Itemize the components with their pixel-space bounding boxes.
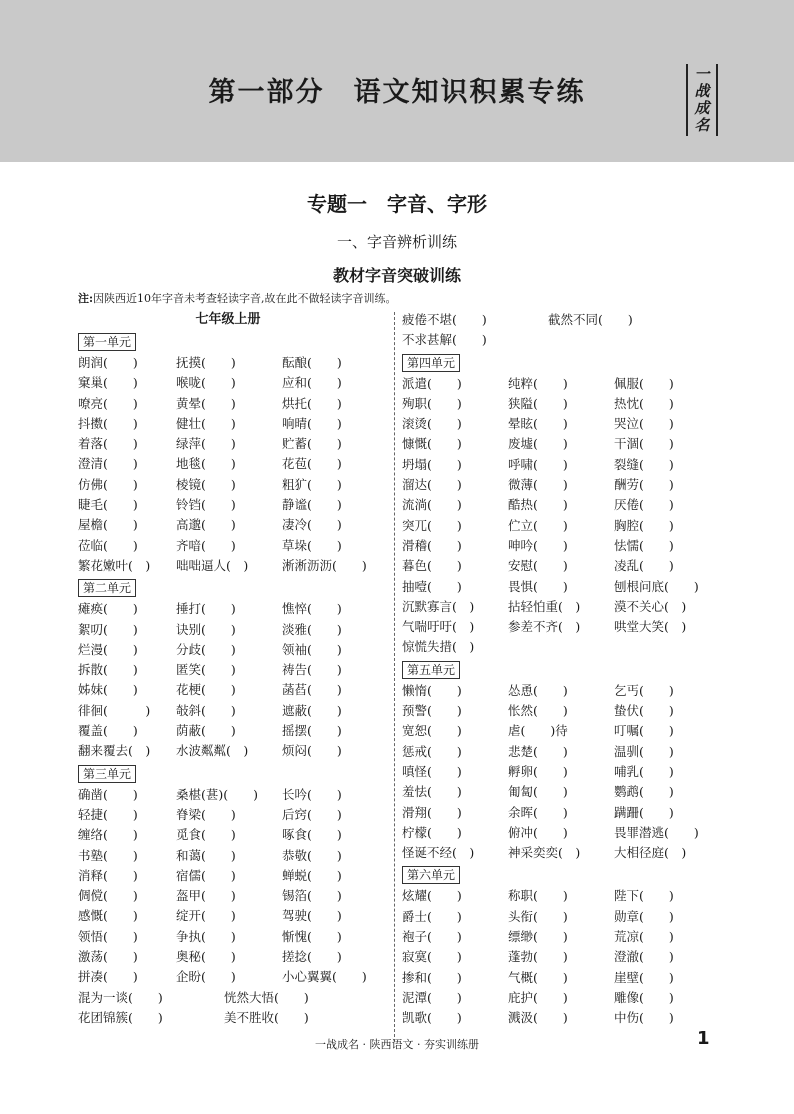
word-item: 澄清( ) <box>78 456 138 472</box>
word-item: 黄晕( ) <box>176 395 236 411</box>
word-item: 粗犷( ) <box>282 476 342 492</box>
word-item: 翻来覆去( ) <box>78 743 151 759</box>
word-item: 孵卵( ) <box>508 763 568 779</box>
unit-label: 第四单元 <box>402 354 460 372</box>
word-row <box>402 988 732 1008</box>
word-item: 覆盖( ) <box>78 723 138 739</box>
left-column <box>78 310 388 1028</box>
word-item: 派遣( ) <box>402 375 462 391</box>
word-row <box>402 310 732 330</box>
word-row <box>402 495 732 515</box>
word-row <box>78 620 388 640</box>
word-row <box>402 414 732 434</box>
grade-title: 七年级上册 <box>195 312 261 327</box>
word-item: 温驯( ) <box>614 743 674 759</box>
word-row <box>402 968 732 988</box>
word-row <box>78 886 388 906</box>
word-row <box>402 394 732 414</box>
word-item: 荫蔽( ) <box>176 723 236 739</box>
word-item: 截然不同( ) <box>548 312 633 327</box>
word-item: 泥潭( ) <box>402 989 462 1005</box>
word-row <box>78 967 388 987</box>
brand-logo <box>686 64 718 136</box>
word-item: 余晖( ) <box>508 804 568 820</box>
word-item: 睫毛( ) <box>78 497 138 513</box>
word-item: 哄堂大笑( ) <box>614 619 687 635</box>
word-item: 缠络( ) <box>78 827 138 843</box>
word-item: 贮蓄( ) <box>282 436 342 452</box>
word-row <box>78 515 388 535</box>
word-item: 搓捻( ) <box>282 949 342 965</box>
word-item: 高邈( ) <box>176 517 236 533</box>
logo-char: 战 <box>694 82 710 100</box>
word-item: 嗔怪( ) <box>402 763 462 779</box>
word-item: 参差不齐( ) <box>508 619 581 635</box>
word-item: 祷告( ) <box>282 662 342 678</box>
word-item: 大相径庭( ) <box>614 845 687 861</box>
note <box>78 290 397 306</box>
word-item: 殉职( ) <box>402 395 462 411</box>
word-item: 沉默寡言( ) <box>402 598 475 614</box>
word-row <box>402 516 732 536</box>
word-item: 寂寞( ) <box>402 949 462 965</box>
word-item: 滑翔( ) <box>402 804 462 820</box>
word-item: 澄澈( ) <box>614 949 674 965</box>
word-row <box>402 803 732 823</box>
word-row <box>402 886 732 906</box>
word-item: 摇摆( ) <box>282 723 342 739</box>
word-item: 觅食( ) <box>176 827 236 843</box>
word-item: 水波粼粼( ) <box>176 743 249 759</box>
page-number: 1 <box>697 1028 710 1049</box>
word-row <box>78 741 388 761</box>
word-item: 暮色( ) <box>402 558 462 574</box>
word-item: 气喘吁吁( ) <box>402 619 475 635</box>
word-item: 美不胜收( ) <box>224 1009 309 1025</box>
word-item: 仿佛( ) <box>78 476 138 492</box>
word-row <box>78 394 388 414</box>
word-item: 哺乳( ) <box>614 763 674 779</box>
word-row <box>78 680 388 700</box>
word-item: 抚摸( ) <box>176 355 236 370</box>
word-row <box>402 577 732 597</box>
word-item: 后窍( ) <box>282 806 342 822</box>
word-item: 和蔼( ) <box>176 847 236 863</box>
word-item: 混为一谈( ) <box>78 989 163 1005</box>
word-item: 脊梁( ) <box>176 806 236 822</box>
word-row <box>78 988 388 1008</box>
word-item: 憔悴( ) <box>282 601 342 617</box>
word-item: 突兀( ) <box>402 517 462 533</box>
word-row <box>402 701 732 721</box>
word-item: 怂恿( ) <box>508 682 568 698</box>
unit-label: 第二单元 <box>78 579 136 597</box>
word-item: 诀别( ) <box>176 621 236 637</box>
word-item: 绿萍( ) <box>176 436 236 452</box>
word-item: 热忱( ) <box>614 395 674 411</box>
word-item: 捶打( ) <box>176 601 236 617</box>
word-item: 感慨( ) <box>78 908 138 924</box>
word-item: 虐( )待 <box>508 723 568 739</box>
word-item: 称职( ) <box>508 888 568 904</box>
word-item: 畏罪潜逃( ) <box>614 824 699 840</box>
word-item: 恍然大悟( ) <box>224 989 309 1005</box>
word-item: 悲楚( ) <box>508 743 568 759</box>
word-item: 蹒跚( ) <box>614 804 674 820</box>
word-item: 奥秘( ) <box>176 949 236 965</box>
word-row <box>78 947 388 967</box>
subsection-title: 教材字音突破训练 <box>332 266 461 285</box>
word-row <box>402 617 732 637</box>
word-item: 俯冲( ) <box>508 824 568 840</box>
word-item: 蓬勃( ) <box>508 949 568 965</box>
word-row <box>402 907 732 927</box>
word-item: 拈轻怕重( ) <box>508 598 581 614</box>
word-item: 头衔( ) <box>508 908 568 924</box>
word-row <box>402 637 732 657</box>
word-item: 勋章( ) <box>614 908 674 924</box>
word-item: 怪诞不经( ) <box>402 845 475 861</box>
word-item: 花团锦簇( ) <box>78 1009 163 1025</box>
word-item: 争执( ) <box>176 928 236 944</box>
word-row <box>78 805 388 825</box>
word-item: 屋檐( ) <box>78 517 138 533</box>
word-item: 咄咄逼人( ) <box>176 557 249 573</box>
topic-title: 专题一 字音、字形 <box>307 192 487 216</box>
word-item: 凌乱( ) <box>614 558 674 574</box>
word-item: 长吟( ) <box>282 786 342 802</box>
word-item: 敧斜( ) <box>176 702 236 718</box>
word-item: 莅临( ) <box>78 537 138 553</box>
word-item: 爵士( ) <box>402 908 462 924</box>
word-item: 陛下( ) <box>614 888 674 904</box>
word-item: 轻捷( ) <box>78 806 138 822</box>
word-item: 激荡( ) <box>78 949 138 965</box>
word-item: 厌倦( ) <box>614 497 674 513</box>
word-row <box>78 353 388 373</box>
word-row <box>78 1008 388 1028</box>
word-item: 预警( ) <box>402 703 462 719</box>
word-item: 拆散( ) <box>78 662 138 678</box>
word-row <box>402 455 732 475</box>
word-item: 匍匐( ) <box>508 784 568 800</box>
word-item: 鹦鹉( ) <box>614 784 674 800</box>
word-item: 惭愧( ) <box>282 928 342 944</box>
word-item: 恭敬( ) <box>282 847 342 863</box>
word-item: 淡雅( ) <box>282 621 342 637</box>
word-row <box>78 866 388 886</box>
word-row <box>78 536 388 556</box>
word-item: 哭泣( ) <box>614 416 674 432</box>
word-item: 酷热( ) <box>508 497 568 513</box>
word-item: 纯粹( ) <box>508 375 568 391</box>
word-item: 掺和( ) <box>402 969 462 985</box>
word-item: 气概( ) <box>508 969 568 985</box>
word-item: 流淌( ) <box>402 497 462 513</box>
word-item: 健壮( ) <box>176 415 236 431</box>
word-row <box>78 414 388 434</box>
word-item: 裂缝( ) <box>614 456 674 472</box>
word-row <box>78 434 388 454</box>
word-item: 干涸( ) <box>614 436 674 452</box>
note-text: 因陕西近10年字音未考查轻读字音,故在此不做轻读字音训练。 <box>93 292 397 305</box>
word-item: 绽开( ) <box>176 908 236 924</box>
word-item: 宽恕( ) <box>402 723 462 739</box>
word-item: 匿笑( ) <box>176 662 236 678</box>
word-row <box>402 843 732 863</box>
word-item: 炫耀( ) <box>402 888 462 904</box>
word-item: 漠不关心( ) <box>614 598 687 614</box>
word-item: 窠巢( ) <box>78 375 138 391</box>
word-item: 花梗( ) <box>176 682 236 698</box>
word-item: 狭隘( ) <box>508 395 568 411</box>
word-row <box>78 825 388 845</box>
word-row <box>402 475 732 495</box>
word-item: 懒惰( ) <box>402 682 462 698</box>
word-item: 桑椹(葚)( ) <box>176 786 259 802</box>
word-item: 烘托( ) <box>282 395 342 411</box>
word-item: 响晴( ) <box>282 415 342 431</box>
word-item: 领悟( ) <box>78 928 138 944</box>
word-item: 嘹亮( ) <box>78 395 138 411</box>
word-row <box>402 681 732 701</box>
word-item: 宿儒( ) <box>176 867 236 883</box>
word-item: 喉咙( ) <box>176 375 236 391</box>
word-item: 凄冷( ) <box>282 517 342 533</box>
word-item: 着落( ) <box>78 436 138 452</box>
word-item: 怯懦( ) <box>614 537 674 553</box>
word-item: 铃铛( ) <box>176 497 236 513</box>
word-item: 滑稽( ) <box>402 537 462 553</box>
right-column <box>402 310 732 1029</box>
word-row <box>402 536 732 556</box>
word-item: 消释( ) <box>78 867 138 883</box>
word-row <box>78 556 388 576</box>
word-item: 书塾( ) <box>78 847 138 863</box>
note-label: 注: <box>78 292 94 305</box>
word-row <box>78 495 388 515</box>
word-item: 盔甲( ) <box>176 888 236 904</box>
word-item: 呼啸( ) <box>508 456 568 472</box>
word-item: 姊妹( ) <box>78 682 138 698</box>
word-item: 锡箔( ) <box>282 888 342 904</box>
word-item: 蝉蜕( ) <box>282 867 342 883</box>
word-item: 棱镜( ) <box>176 476 236 492</box>
word-item: 烦闷( ) <box>282 743 342 759</box>
word-item: 地毯( ) <box>176 456 236 472</box>
word-item: 菡萏( ) <box>282 682 342 698</box>
word-item: 不求甚解( ) <box>402 332 487 348</box>
word-item: 遮蔽( ) <box>282 702 342 718</box>
unit-label: 第三单元 <box>78 765 136 783</box>
word-item: 花苞( ) <box>282 456 342 472</box>
word-item: 草垛( ) <box>282 537 342 553</box>
column-divider <box>394 312 395 1042</box>
word-item: 怅然( ) <box>508 703 568 719</box>
word-item: 崖壁( ) <box>614 969 674 985</box>
word-item: 中伤( ) <box>614 1010 674 1026</box>
word-item: 畏惧( ) <box>508 578 568 594</box>
word-row <box>402 1008 732 1028</box>
word-item: 蛰伏( ) <box>614 703 674 719</box>
word-item: 伫立( ) <box>508 517 568 533</box>
word-item: 倜傥( ) <box>78 888 138 904</box>
word-row <box>78 373 388 393</box>
word-row <box>402 762 732 782</box>
word-item: 神采奕奕( ) <box>508 845 581 861</box>
word-item: 繁花嫩叶( ) <box>78 557 151 573</box>
word-item: 齐喑( ) <box>176 537 236 553</box>
word-item: 佩服( ) <box>614 375 674 391</box>
word-row <box>402 330 732 350</box>
word-item: 微薄( ) <box>508 477 568 493</box>
word-item: 静谧( ) <box>282 497 342 513</box>
word-item: 领袖( ) <box>282 641 342 657</box>
word-row <box>402 434 732 454</box>
word-row <box>402 556 732 576</box>
word-item: 拼凑( ) <box>78 969 138 985</box>
word-item: 荒凉( ) <box>614 929 674 945</box>
word-item: 酝酿( ) <box>282 355 342 370</box>
word-item: 坍塌( ) <box>402 456 462 472</box>
section-title: 一、字音辨析训练 <box>336 233 457 251</box>
word-row <box>78 785 388 805</box>
word-item: 疲倦不堪( ) <box>402 312 487 327</box>
word-item: 小心翼翼( ) <box>282 969 367 985</box>
word-row <box>78 906 388 926</box>
unit-label: 第六单元 <box>402 866 460 884</box>
word-item: 淅淅沥沥( ) <box>282 557 367 573</box>
word-item: 溜达( ) <box>402 477 462 493</box>
word-item: 废墟( ) <box>508 436 568 452</box>
word-row <box>402 823 732 843</box>
word-item: 慷慨( ) <box>402 436 462 452</box>
unit-label: 第五单元 <box>402 661 460 679</box>
word-row <box>402 721 732 741</box>
word-row <box>78 927 388 947</box>
word-item: 瘫痪( ) <box>78 601 138 617</box>
word-row <box>402 947 732 967</box>
word-item: 袍子( ) <box>402 929 462 945</box>
word-item: 惩戒( ) <box>402 743 462 759</box>
word-item: 朗润( ) <box>78 355 138 370</box>
word-item: 烂漫( ) <box>78 641 138 657</box>
word-row <box>78 846 388 866</box>
word-row <box>402 782 732 802</box>
word-row <box>78 599 388 619</box>
word-row <box>78 475 388 495</box>
word-row <box>78 660 388 680</box>
word-item: 惊慌失措( ) <box>402 639 475 655</box>
word-item: 啄食( ) <box>282 827 342 843</box>
word-item: 滚烫( ) <box>402 416 462 432</box>
word-item: 晕眩( ) <box>508 416 568 432</box>
word-item: 安慰( ) <box>508 558 568 574</box>
word-item: 确凿( ) <box>78 786 138 802</box>
word-item: 抖擞( ) <box>78 415 138 431</box>
word-item: 溅汲( ) <box>508 1010 568 1026</box>
word-item: 抽噎( ) <box>402 578 462 594</box>
word-row <box>402 374 732 394</box>
word-item: 雕像( ) <box>614 989 674 1005</box>
word-item: 分歧( ) <box>176 641 236 657</box>
word-item: 驾驶( ) <box>282 908 342 924</box>
word-item: 酬劳( ) <box>614 477 674 493</box>
word-item: 絮叨( ) <box>78 621 138 637</box>
word-row <box>402 742 732 762</box>
word-item: 乞丐( ) <box>614 682 674 698</box>
word-item: 企盼( ) <box>176 969 236 985</box>
word-row <box>78 721 388 741</box>
word-item: 羞怯( ) <box>402 784 462 800</box>
logo-char: 成 <box>694 99 710 117</box>
part-title: 第一部分 语文知识积累专练 <box>208 77 586 108</box>
word-item: 应和( ) <box>282 375 342 391</box>
logo-char: 一 <box>694 65 710 83</box>
word-row <box>78 640 388 660</box>
word-item: 叮嘱( ) <box>614 723 674 739</box>
word-row <box>78 701 388 721</box>
word-row <box>402 597 732 617</box>
word-item: 刨根问底( ) <box>614 578 699 594</box>
word-row <box>402 927 732 947</box>
word-item: 柠檬( ) <box>402 824 462 840</box>
logo-char: 名 <box>694 116 710 134</box>
unit-label: 第一单元 <box>78 333 136 351</box>
word-item: 徘徊( ) <box>78 702 151 718</box>
word-row <box>78 454 388 474</box>
word-item: 呻吟( ) <box>508 537 568 553</box>
word-item: 庇护( ) <box>508 989 568 1005</box>
word-item: 胸腔( ) <box>614 517 674 533</box>
word-item: 缥缈( ) <box>508 929 568 945</box>
footer: 一战成名 · 陕西语文 · 夯实训练册 <box>315 1038 479 1051</box>
word-item: 凯歌( ) <box>402 1010 462 1026</box>
